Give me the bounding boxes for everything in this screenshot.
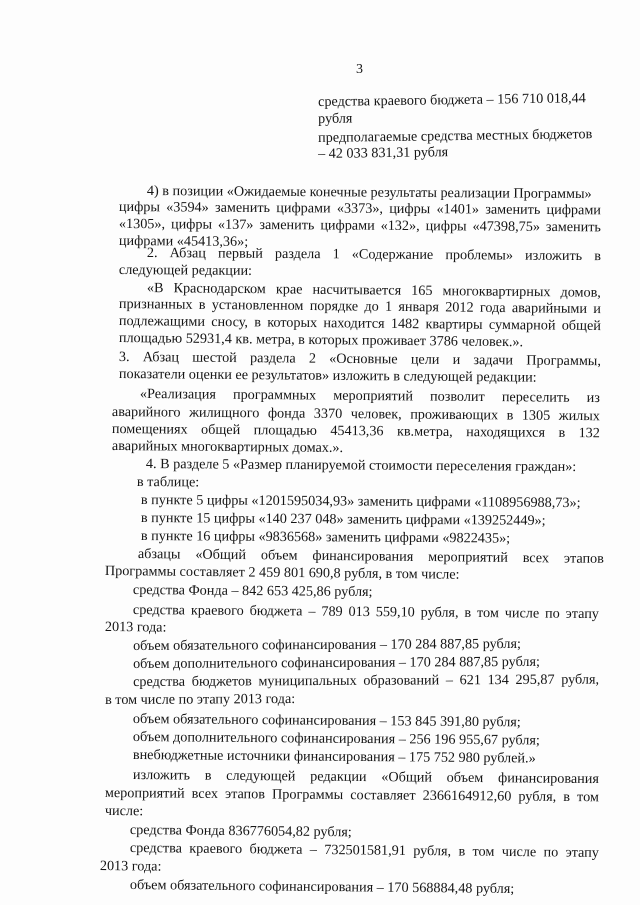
text-line: 2013 года:	[99, 858, 162, 875]
text-line: помещениях общей площадью 45413,36 кв.метра, находящихся в 132	[111, 421, 600, 442]
text-line: аварийного жилищного фонда 3370 человек, проживающих в 1305 жилых	[111, 404, 600, 425]
text-line: абзацы «Общий объем финансирования мероприятий всех этапов	[137, 546, 604, 567]
text-line: 4) в позиции «Ожидаемые конечные результаты реализации Программы»	[146, 183, 592, 203]
text-line: 2013 года:	[104, 619, 167, 636]
text-line: Программы составляет 2 459 801 690,8 рубля, в том числе:	[104, 563, 460, 583]
text-line: предполагаемые средства местных бюджетов	[318, 126, 593, 146]
text-line: в пункте 5 цифры «1201595034,93» заменить цифрами «1108956988,73»;	[140, 492, 581, 512]
text-line: изложить в следующей редакции «Общий объем финансирования	[132, 767, 599, 788]
text-line: мероприятий всех этапов Программы составляет 2366164912,60 рубля, в том	[104, 785, 599, 806]
text-line: «Реализация программных мероприятий позволит переселить из	[139, 386, 600, 407]
text-line: средства Фонда – 842 653 425,86 рубля;	[132, 582, 373, 601]
text-line: средства Фонда 836776054,82 рубля;	[129, 822, 352, 841]
text-line: признанных в установленном порядке до 1 января 2012 года аварийными и	[118, 296, 601, 318]
text-line: «1305», цифры «137» заменить цифрами «132», цифры «47398,75» заменить	[118, 216, 601, 236]
text-line: аварийных многоквартирных домах.».	[111, 438, 344, 457]
text-line: объем дополнительного софинансирования – 256 196 955,67 рубля;	[132, 729, 540, 749]
text-line: следующей редакции:	[118, 262, 253, 279]
text-line: «В Краснодарском крае насчитывается 165 многоквартирных домов,	[146, 280, 601, 301]
text-line: – 42 033 831,31 рубля	[318, 144, 449, 162]
text-line: в том числе по этапу 2013 года:	[105, 691, 296, 708]
text-line: в пункте 16 цифры «9836568» заменить цифрами «9822435»;	[140, 528, 511, 547]
text-line: средства краевого бюджета – 732501581,91 рубля, в том числе по этапу	[129, 840, 599, 861]
text-line: объем обязательного софинансирования – 170 284 887,85 рубля;	[133, 635, 521, 654]
text-line: средства бюджетов муниципальных образований – 621 134 295,87 рубля,	[133, 671, 600, 690]
text-line: 3. Абзац шестой раздела 2 «Основные цели и задачи Программы,	[118, 349, 601, 370]
text-line: в пункте 15 цифры «140 237 048» заменить цифрами «139252449»;	[140, 510, 546, 529]
text-line: цифрами «45413,36»;	[118, 233, 249, 250]
text-line: объем обязательного софинансирования – 170 568884,48 рубля;	[129, 877, 515, 898]
text-line: цифры «3594» заменить цифрами «3373», цифры «1401» заменить цифрами	[118, 199, 601, 219]
text-line: средства краевого бюджета – 156 710 018,44	[318, 90, 586, 110]
text-line: в таблице:	[136, 474, 200, 491]
text-line: объем дополнительного софинансирования – 170 284 887,85 рубля;	[133, 653, 541, 672]
text-line: 4. В разделе 5 «Размер планируемой стоимости переселения граждан»:	[145, 456, 577, 476]
text-line: внебюджетные источники финансирования – 175 752 980 рублей.»	[132, 747, 536, 767]
text-line: площадью 52931,4 кв. метра, в которых проживает 3786 человек.».	[118, 330, 524, 351]
page-number: 3	[356, 62, 363, 77]
text-line: рубля	[318, 110, 353, 127]
text-line: показатели оценки ее результатов» изложить в следующей редакции:	[118, 366, 537, 386]
text-line: числе:	[104, 803, 144, 820]
text-line: объем обязательного софинансирования – 153 845 391,80 рубля;	[132, 711, 521, 731]
text-line: 2. Абзац первый раздела 1 «Содержание проблемы» изложить в	[146, 245, 601, 265]
text-line: подлежащими сносу, в которых находится 1482 квартиры суммарной общей	[118, 313, 601, 335]
text-line: средства краевого бюджета – 789 013 559,10 рубля, в том числе по этапу	[132, 602, 599, 623]
